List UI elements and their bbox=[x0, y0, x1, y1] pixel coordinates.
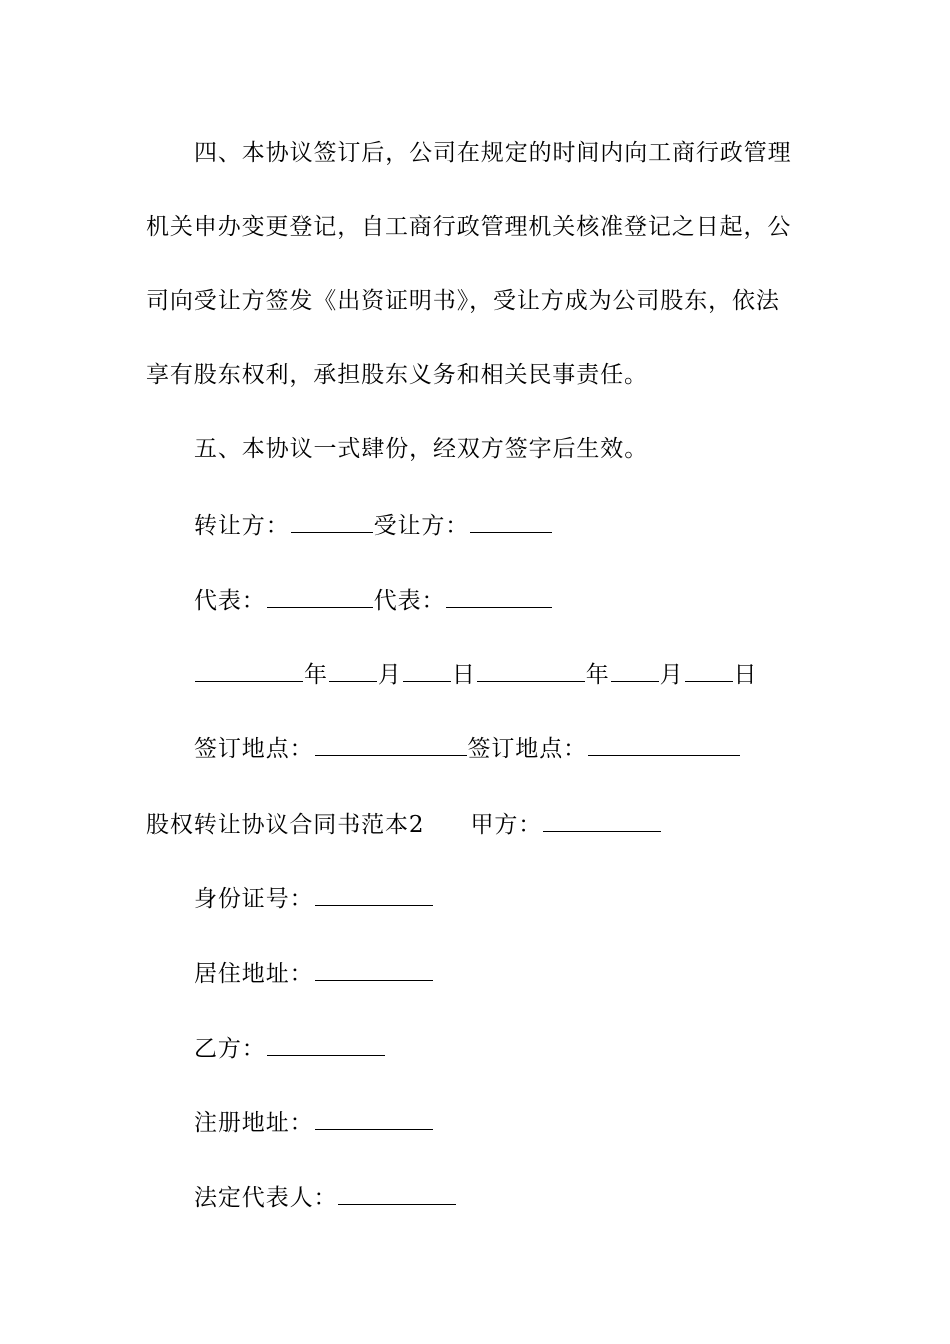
place-label-2: 签订地点： bbox=[467, 736, 587, 762]
id-number-line bbox=[194, 884, 434, 914]
registered-address-label: 注册地址： bbox=[194, 1110, 314, 1136]
date-month-blank-2 bbox=[611, 661, 659, 682]
id-number-label: 身份证号： bbox=[194, 886, 314, 912]
date-day-blank-1 bbox=[403, 661, 451, 682]
paragraph-4-line-4: 享有股东权利，承担股东义务和相关民事责任。 bbox=[146, 362, 648, 388]
party-b-line bbox=[194, 1034, 386, 1064]
paragraph-4-line-2: 机关申办变更登记，自工商行政管理机关核准登记之日起，公 bbox=[146, 214, 792, 240]
day-label-2: 日 bbox=[733, 662, 758, 688]
year-label-1: 年 bbox=[304, 662, 328, 688]
date-month-blank-1 bbox=[329, 661, 377, 682]
signature-place-line bbox=[194, 734, 741, 764]
representative-blank-2 bbox=[446, 587, 552, 608]
representative-label-2: 代表： bbox=[373, 588, 446, 614]
date-day-blank-2 bbox=[685, 661, 733, 682]
transferor-label: 转让方： bbox=[194, 513, 290, 539]
legal-representative-line bbox=[194, 1183, 457, 1213]
legal-representative-blank bbox=[338, 1184, 456, 1205]
registered-address-line bbox=[194, 1108, 434, 1138]
party-a-label: 甲方： bbox=[470, 812, 543, 838]
year-label-2: 年 bbox=[585, 662, 610, 688]
place-blank-1 bbox=[315, 735, 467, 756]
template-2-heading: 股权转让协议合同书范本2 bbox=[146, 812, 425, 838]
month-label-2: 月 bbox=[659, 662, 684, 688]
representative-blank-1 bbox=[267, 587, 373, 608]
id-number-blank bbox=[315, 885, 433, 906]
month-label-1: 月 bbox=[377, 662, 402, 688]
representative-label-1: 代表： bbox=[194, 588, 266, 614]
place-blank-2 bbox=[588, 735, 740, 756]
transferee-blank bbox=[470, 512, 552, 533]
transferor-blank bbox=[291, 512, 373, 533]
signature-parties-line bbox=[194, 511, 553, 541]
signature-representatives-line bbox=[194, 586, 553, 616]
party-b-blank bbox=[267, 1035, 385, 1056]
legal-representative-label: 法定代表人： bbox=[194, 1185, 338, 1211]
place-label-1: 签订地点： bbox=[194, 736, 314, 762]
residential-address-blank bbox=[315, 960, 433, 981]
template-2-heading-line bbox=[146, 810, 662, 840]
paragraph-4-line-3: 司向受让方签发《出资证明书》，受让方成为公司股东，依法 bbox=[146, 288, 780, 314]
date-year-blank-1 bbox=[195, 661, 303, 682]
party-b-label: 乙方： bbox=[194, 1036, 266, 1062]
party-a-blank bbox=[543, 811, 661, 832]
transferee-label: 受让方： bbox=[373, 513, 470, 539]
paragraph-5: 五、本协议一式肆份，经双方签字后生效。 bbox=[194, 436, 649, 462]
registered-address-blank bbox=[315, 1109, 433, 1130]
date-year-blank-2 bbox=[477, 661, 585, 682]
paragraph-4-line-1: 四、本协议签订后，公司在规定的时间内向工商行政管理 bbox=[194, 140, 792, 166]
residential-address-label: 居住地址： bbox=[194, 961, 314, 987]
signature-date-line bbox=[194, 660, 757, 690]
residential-address-line bbox=[194, 959, 434, 989]
day-label-1: 日 bbox=[451, 662, 476, 688]
